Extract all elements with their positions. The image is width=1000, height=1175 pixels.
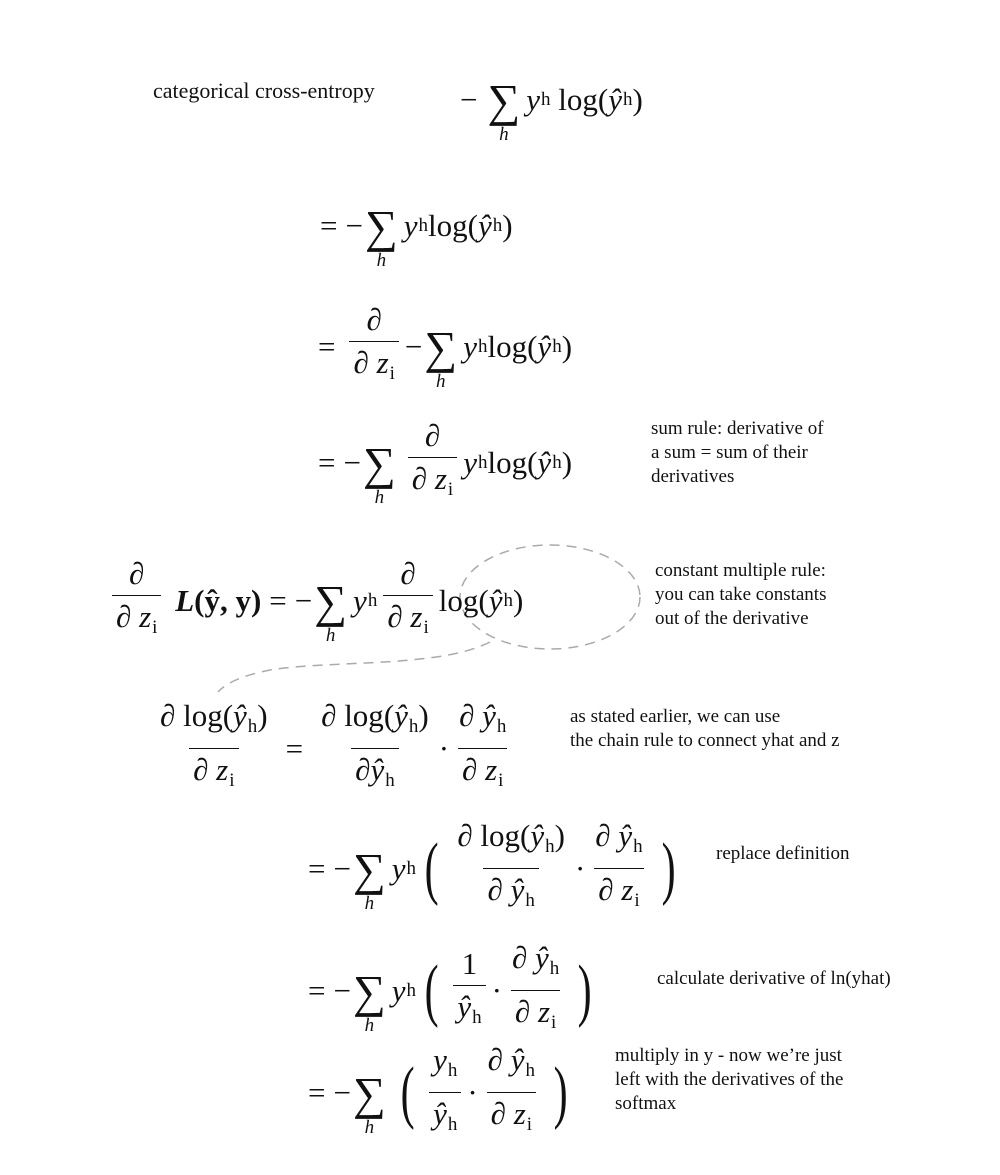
- lparen: (: [467, 208, 478, 243]
- partial-derivative-operator: [383, 556, 432, 646]
- equals-sign: =: [318, 445, 336, 480]
- var-z: z: [410, 599, 423, 634]
- sigma-symbol: ∑: [487, 75, 521, 126]
- denominator: [594, 868, 643, 919]
- minus-sign: −: [343, 445, 361, 480]
- sub-i: i: [152, 617, 158, 638]
- summation: [424, 322, 458, 395]
- sub-h: h: [492, 215, 503, 236]
- var-y: y: [526, 82, 541, 117]
- var-z: z: [376, 345, 389, 380]
- summation: [352, 965, 386, 1039]
- partial: ∂: [487, 1042, 503, 1077]
- summation: [314, 576, 348, 649]
- equation-step-2: [312, 192, 513, 271]
- sum-index: h: [364, 1014, 375, 1036]
- denominator: [408, 457, 457, 508]
- sub-h: h: [552, 336, 562, 357]
- big-lparen: (: [424, 829, 439, 907]
- minus-sign: −: [345, 208, 363, 243]
- partial: ∂: [411, 461, 428, 496]
- rparen: ): [561, 445, 573, 480]
- denominator: [487, 1092, 536, 1143]
- sub-i: i: [634, 890, 640, 911]
- big-lparen: (: [400, 1053, 415, 1131]
- sum-index: h: [374, 487, 385, 508]
- sub-h: h: [247, 716, 258, 737]
- sum-index: h: [376, 250, 387, 271]
- sub-i: i: [447, 479, 454, 500]
- partial: ∂: [514, 994, 531, 1029]
- dyhat-dz: [484, 1042, 539, 1143]
- minus-sign: −: [333, 850, 351, 886]
- denominator: [349, 341, 398, 392]
- equals-sign: =: [320, 208, 338, 243]
- summation: [352, 843, 386, 917]
- var-z: z: [216, 752, 229, 787]
- big-lparen: (: [424, 951, 439, 1029]
- sub-h: h: [447, 1060, 458, 1081]
- rparen: ): [632, 82, 643, 117]
- sub-h: h: [477, 336, 488, 357]
- denominator: [189, 748, 238, 799]
- sub-i: i: [423, 617, 429, 638]
- sub-h: h: [525, 1060, 536, 1081]
- dyhat-dz: [455, 698, 510, 799]
- numerator: [508, 940, 563, 990]
- minus-sign: −: [404, 329, 423, 364]
- denominator: [351, 748, 399, 799]
- sub-h: h: [472, 1006, 482, 1028]
- cdot: ·: [491, 972, 502, 1008]
- log: log: [438, 583, 479, 618]
- annotation-replace: replace definition: [716, 843, 850, 864]
- summation: [352, 1067, 386, 1141]
- big-rparen: ): [553, 1053, 568, 1131]
- var-y: y: [463, 445, 477, 480]
- var-yhat: ŷ: [618, 818, 633, 853]
- sum-index: h: [364, 892, 375, 914]
- var-yhat: ŷ: [535, 940, 549, 975]
- denominator: [453, 985, 485, 1036]
- partial: ∂: [487, 872, 503, 907]
- partial: ∂: [160, 698, 176, 733]
- sigma-symbol: ∑: [364, 201, 398, 252]
- numerator: ∂: [400, 556, 416, 591]
- var-yhat: ŷ: [510, 872, 525, 907]
- numerator: [453, 818, 569, 868]
- var-y: y: [403, 208, 418, 243]
- dashed-curve: [218, 642, 490, 692]
- sub-h: h: [623, 89, 633, 110]
- annotation-chain-rule: as stated earlier, we can use the chain rule to connect yhat and z: [570, 706, 840, 751]
- sigma-symbol: ∑: [424, 322, 458, 373]
- numerator: [156, 698, 272, 748]
- numerator: [429, 1042, 461, 1092]
- minus-sign: −: [460, 82, 478, 117]
- var-yhat: ŷ: [537, 329, 552, 364]
- numerator: ∂: [424, 418, 441, 453]
- loss-args: (ŷ, y): [194, 583, 262, 618]
- var-yhat: ŷ: [488, 583, 503, 618]
- loss-L: L: [175, 583, 195, 618]
- partial: ∂: [457, 818, 473, 853]
- sum-index: h: [499, 124, 509, 145]
- var-yhat: ŷ: [608, 82, 623, 117]
- partial: ∂: [321, 698, 337, 733]
- equals-sign: =: [308, 850, 326, 886]
- partial: ∂: [459, 698, 475, 733]
- denominator: [511, 990, 560, 1041]
- lparen: (: [527, 329, 538, 364]
- var-yhat: ŷ: [457, 988, 472, 1024]
- var-yhat: ŷ: [510, 1042, 525, 1077]
- annotation-constant-rule: constant multiple rule: you can take constants out of the derivative: [655, 560, 827, 629]
- sub-h: h: [477, 452, 488, 473]
- sub-i: i: [526, 1114, 533, 1135]
- cross-entropy-label: categorical cross-entropy: [153, 78, 375, 103]
- partial: ∂: [116, 599, 132, 634]
- sub-h: h: [447, 1114, 458, 1135]
- denominator: [458, 748, 507, 799]
- sub-h: h: [552, 452, 562, 473]
- sub-i: i: [498, 770, 504, 791]
- sub-h: h: [503, 590, 513, 611]
- minus-sign: −: [294, 583, 313, 618]
- sub-h: h: [385, 770, 395, 791]
- var-yhat: ŷ: [537, 445, 552, 480]
- one-over-yhat: [453, 946, 485, 1036]
- minus-sign: −: [333, 972, 351, 1008]
- var-y: y: [391, 850, 406, 886]
- rparen: ): [512, 583, 524, 618]
- partial-derivative-operator: [408, 418, 457, 508]
- denominator: [483, 868, 538, 919]
- var-z: z: [513, 1096, 526, 1131]
- lparen: (: [222, 698, 234, 733]
- equation-chain-rule: [150, 698, 516, 799]
- equation-cross-entropy: [452, 66, 643, 145]
- var-yhat: ŷ: [482, 698, 496, 733]
- var-z: z: [139, 599, 152, 634]
- var-z: z: [621, 872, 634, 907]
- sigma-symbol: ∑: [352, 965, 386, 1017]
- equals-sign: =: [285, 730, 304, 766]
- rparen: ): [257, 698, 268, 733]
- log: log: [487, 445, 528, 480]
- cdot: ·: [467, 1074, 478, 1110]
- annotation-ln-derivative: calculate derivative of ln(yhat): [657, 968, 891, 989]
- sum-index: h: [436, 371, 446, 392]
- dyhat-dz: [591, 818, 646, 919]
- sub-h: h: [406, 979, 417, 1001]
- var-yhat: ŷ: [530, 818, 545, 853]
- denominator: [383, 595, 432, 646]
- log: log: [344, 698, 384, 733]
- sub-h: h: [496, 716, 507, 737]
- annotation-sum-rule: sum rule: derivative of a sum = sum of their derivatives: [651, 418, 824, 487]
- log: log: [428, 208, 468, 243]
- lparen: (: [527, 445, 538, 480]
- partial: ∂: [511, 940, 528, 975]
- sub-h: h: [633, 836, 643, 857]
- sub-h: h: [418, 215, 429, 236]
- equals-sign: =: [308, 972, 326, 1008]
- sub-h: h: [545, 836, 555, 857]
- summation: [487, 75, 521, 148]
- sub-i: i: [229, 770, 235, 791]
- partial: ∂: [598, 872, 614, 907]
- numerator: [484, 1042, 539, 1092]
- equation-step-8: [300, 940, 601, 1041]
- sub-i: i: [551, 1012, 557, 1033]
- summation: [364, 201, 398, 274]
- equation-step-3: [310, 302, 572, 392]
- y-over-yhat: [429, 1042, 461, 1143]
- partial: ∂: [387, 599, 403, 634]
- rparen: ): [418, 698, 429, 733]
- var-y: y: [433, 1042, 447, 1077]
- var-yhat: ŷ: [433, 1096, 447, 1131]
- lparen: (: [597, 82, 609, 117]
- equation-step-7: [300, 818, 684, 919]
- equals-sign: =: [269, 583, 287, 618]
- partial-derivative-operator: [349, 302, 398, 392]
- partial: ∂: [490, 1096, 506, 1131]
- dlog-dz: [156, 698, 272, 799]
- summation: [362, 438, 396, 511]
- equation-step-9: [300, 1042, 576, 1143]
- numerator: [455, 698, 510, 748]
- partial: ∂: [355, 752, 371, 787]
- sub-h: h: [367, 590, 378, 611]
- partial-derivative-operator: [112, 556, 161, 646]
- sub-h: h: [541, 89, 551, 110]
- equals-sign: =: [308, 1074, 326, 1110]
- sub-h: h: [549, 958, 560, 979]
- rparen: ): [554, 818, 565, 853]
- sum-index: h: [325, 625, 336, 646]
- lparen: (: [520, 818, 531, 853]
- numerator: [591, 818, 646, 868]
- sigma-symbol: ∑: [352, 1067, 386, 1119]
- var-y: y: [353, 583, 367, 618]
- partial: ∂: [595, 818, 611, 853]
- cdot: ·: [438, 730, 450, 766]
- var-z: z: [485, 752, 498, 787]
- annotation-multiply: multiply in y - now we’re just left with the derivatives of the softmax: [615, 1045, 844, 1114]
- sub-h: h: [525, 890, 535, 911]
- var-z: z: [537, 994, 551, 1029]
- sigma-symbol: ∑: [352, 843, 386, 895]
- equation-loss-derivative: [106, 556, 523, 646]
- sigma-symbol: ∑: [362, 438, 396, 489]
- numerator: 1: [461, 945, 478, 981]
- denominator: [112, 595, 161, 646]
- var-yhat: ŷ: [233, 698, 247, 733]
- dlog-dyhat: [453, 818, 569, 919]
- var-z: z: [434, 461, 447, 496]
- var-yhat: ŷ: [477, 208, 492, 243]
- rparen: ): [502, 208, 513, 243]
- big-rparen: ): [661, 829, 676, 907]
- lparen: (: [478, 583, 489, 618]
- numerator: ∂: [366, 302, 382, 337]
- partial: ∂: [193, 752, 209, 787]
- sum-index: h: [364, 1116, 375, 1138]
- partial: ∂: [353, 345, 369, 380]
- numerator: ∂: [129, 556, 145, 591]
- sub-i: i: [389, 363, 395, 384]
- sigma-symbol: ∑: [314, 576, 348, 627]
- cdot: ·: [574, 850, 586, 886]
- partial: ∂: [462, 752, 478, 787]
- dyhat-dz: [508, 940, 563, 1041]
- log: log: [487, 329, 528, 364]
- var-y: y: [463, 329, 477, 364]
- equals-sign: =: [318, 329, 336, 364]
- rparen: ): [561, 329, 573, 364]
- sub-h: h: [408, 716, 419, 737]
- var-y: y: [391, 972, 406, 1008]
- lparen: (: [383, 698, 395, 733]
- log: log: [558, 82, 598, 117]
- var-yhat: ŷ: [394, 698, 408, 733]
- denominator: [429, 1092, 461, 1143]
- var-yhat: ŷ: [370, 752, 385, 787]
- minus-sign: −: [333, 1074, 351, 1110]
- equation-step-4: [310, 418, 572, 508]
- sub-h: h: [406, 857, 417, 879]
- dlog-dyhat: [317, 698, 433, 799]
- big-rparen: ): [577, 951, 592, 1029]
- log: log: [480, 818, 521, 853]
- numerator: [317, 698, 433, 748]
- log: log: [183, 698, 223, 733]
